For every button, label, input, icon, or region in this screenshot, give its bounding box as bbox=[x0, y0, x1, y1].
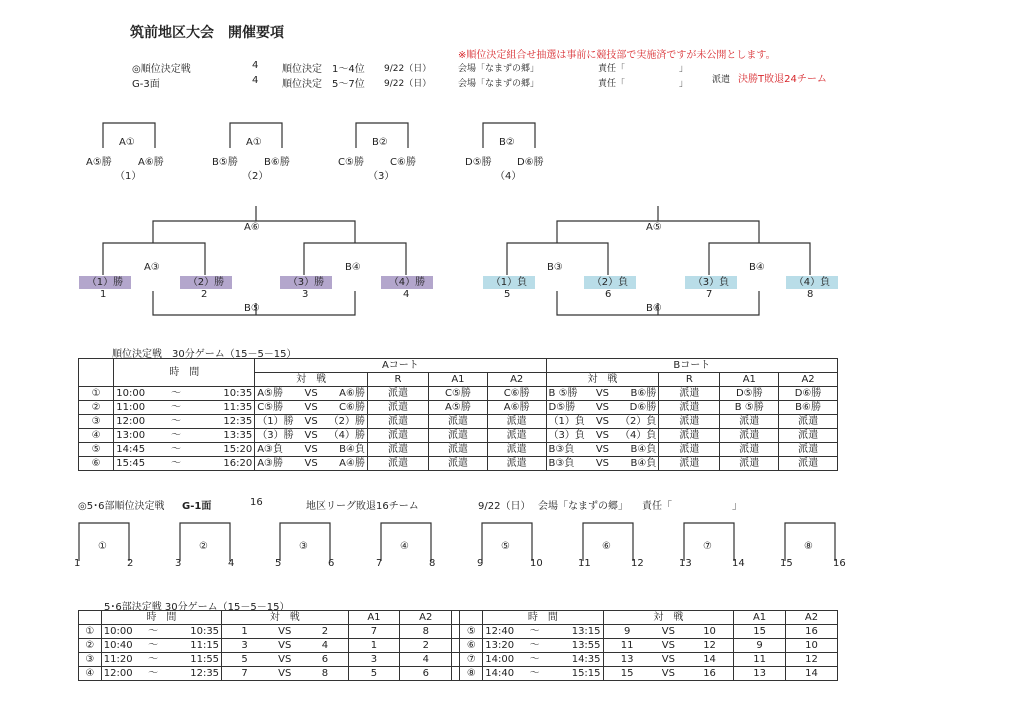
court-a-a1: 派遣 bbox=[429, 429, 488, 443]
event-desc-2: 順位決定 5～7位 bbox=[282, 79, 365, 90]
table1-row bbox=[79, 415, 838, 429]
right-bracket-semi-right: B④ bbox=[749, 262, 765, 273]
row-number: ① bbox=[79, 625, 102, 639]
court-a-team-2: A④勝 bbox=[325, 457, 367, 471]
small-bracket-2-num: （2） bbox=[242, 171, 269, 182]
court-a-a2: A⑥勝 bbox=[487, 401, 546, 415]
row-number: ⑥ bbox=[79, 457, 114, 471]
pair-right-seed: 6 bbox=[328, 558, 335, 569]
section2-name: ◎5･6部順位決定戦 bbox=[78, 501, 165, 512]
row-number: ⑤ bbox=[79, 443, 114, 457]
table1-row bbox=[79, 429, 838, 443]
start-time-2: 14:40 bbox=[483, 667, 522, 681]
table2-row bbox=[79, 639, 838, 653]
table2-caption: 5･6部決定戦 30分ゲーム（15－5－15） bbox=[104, 602, 290, 613]
court-a-a1: 派遣 bbox=[429, 457, 488, 471]
pair-left-seed: 7 bbox=[376, 558, 383, 569]
right-entry-1: （1）負 bbox=[483, 276, 535, 289]
small-bracket-2-right: B⑥勝 bbox=[264, 157, 290, 168]
court-a-team-1: （1）勝 bbox=[255, 415, 297, 429]
schedule-table-1 bbox=[78, 358, 838, 471]
referee-a1-2: 13 bbox=[734, 667, 786, 681]
team-right: 2 bbox=[302, 625, 348, 639]
table1-row bbox=[79, 457, 838, 471]
table2-a2-header: A2 bbox=[400, 611, 452, 625]
court-b-referee: 派遣 bbox=[659, 457, 720, 471]
small-bracket-1-left: A⑤勝 bbox=[86, 157, 112, 168]
left-entry-2: （2）勝 bbox=[180, 276, 232, 289]
right-entry-1-num: 5 bbox=[504, 289, 511, 300]
vs-label: VS bbox=[267, 639, 302, 653]
court-b-team-2: D⑥勝 bbox=[617, 401, 659, 415]
table1-r-header-a: R bbox=[367, 373, 428, 387]
table1-r-header-b: R bbox=[659, 373, 720, 387]
right-bracket-third: B⑥ bbox=[646, 303, 662, 314]
event-date-2: 9/22（日） bbox=[384, 79, 432, 89]
left-entry-3-num: 3 bbox=[302, 289, 309, 300]
vs-label-2: VS bbox=[651, 639, 686, 653]
table1-a2-header-b: A2 bbox=[779, 373, 838, 387]
section2-count: 16 bbox=[250, 497, 263, 508]
left-entry-1: （1）勝 bbox=[79, 276, 131, 289]
small-bracket-2-left: B⑤勝 bbox=[212, 157, 238, 168]
court-b-referee: 派遣 bbox=[659, 387, 720, 401]
court-a-team-2: A⑥勝 bbox=[325, 387, 367, 401]
end-time: 12:35 bbox=[166, 667, 222, 681]
referee-a1-2: 15 bbox=[734, 625, 786, 639]
row-number-2: ⑧ bbox=[460, 667, 483, 681]
row-number-2: ⑦ bbox=[460, 653, 483, 667]
table1-row bbox=[79, 443, 838, 457]
small-bracket-4-left: D⑤勝 bbox=[465, 157, 492, 168]
left-bracket-semi-right: B④ bbox=[345, 262, 361, 273]
small-bracket-4-match: B② bbox=[499, 137, 515, 148]
table1-a1-header-b: A1 bbox=[720, 373, 779, 387]
end-time: 12:35 bbox=[191, 415, 254, 429]
pair-number: ⑦ bbox=[703, 541, 712, 552]
court-a-a2: 派遣 bbox=[487, 429, 546, 443]
court-b-referee: 派遣 bbox=[659, 429, 720, 443]
table1-row bbox=[79, 387, 838, 401]
schedule-table-2 bbox=[78, 610, 838, 681]
right-entry-4-num: 8 bbox=[807, 289, 814, 300]
time-separator-2: ～ bbox=[522, 625, 547, 639]
small-bracket-1-right: A⑥勝 bbox=[138, 157, 164, 168]
end-time: 16:20 bbox=[191, 457, 254, 471]
team-left: 5 bbox=[222, 653, 268, 667]
court-a-a2: 派遣 bbox=[487, 443, 546, 457]
court-a-a2: 派遣 bbox=[487, 415, 546, 429]
team-left-2: 9 bbox=[603, 625, 651, 639]
red-note-2: 決勝T敗退24チーム bbox=[738, 74, 827, 85]
time-separator-2: ～ bbox=[522, 639, 547, 653]
start-time: 10:40 bbox=[101, 639, 140, 653]
court-b-a2: 派遣 bbox=[779, 415, 838, 429]
court-b-vs: VS bbox=[588, 429, 616, 443]
court-a-team-1: （3）勝 bbox=[255, 429, 297, 443]
event-date: 9/22（日） bbox=[384, 64, 432, 74]
court-b-team-1: （1）負 bbox=[546, 415, 588, 429]
table2-a1-header-2: A1 bbox=[734, 611, 786, 625]
referee-a1: 7 bbox=[348, 625, 400, 639]
small-bracket-2-match: A① bbox=[246, 137, 262, 148]
start-time: 14:45 bbox=[114, 443, 161, 457]
right-entry-4: （4）負 bbox=[786, 276, 838, 289]
table2-row bbox=[79, 667, 838, 681]
start-time: 10:00 bbox=[114, 387, 161, 401]
red-note: ※順位決定組合せ抽選は事前に競技部で実施済ですが未公開とします。 bbox=[458, 50, 776, 61]
time-separator: ～ bbox=[161, 415, 192, 429]
team-right-2: 10 bbox=[686, 625, 734, 639]
pair-left-seed: 3 bbox=[175, 558, 182, 569]
referee-a2: 2 bbox=[400, 639, 452, 653]
court-b-a2: 派遣 bbox=[779, 429, 838, 443]
court-a-vs: VS bbox=[297, 387, 325, 401]
pair-left-seed: 11 bbox=[578, 558, 591, 569]
court-b-team-1: B ⑤勝 bbox=[546, 387, 588, 401]
court-b-referee: 派遣 bbox=[659, 401, 720, 415]
table2-header-row bbox=[79, 611, 838, 625]
table1-caption: 順位決定戦 30分ゲーム（15－5－15） bbox=[112, 349, 297, 360]
table2-match-header: 対 戦 bbox=[222, 611, 348, 625]
court-b-a1: 派遣 bbox=[720, 429, 779, 443]
time-separator: ～ bbox=[141, 653, 166, 667]
pair-right-seed: 2 bbox=[127, 558, 134, 569]
left-bracket-semi-left: A③ bbox=[144, 262, 160, 273]
end-time: 13:35 bbox=[191, 429, 254, 443]
start-time: 15:45 bbox=[114, 457, 161, 471]
time-separator: ～ bbox=[161, 443, 192, 457]
court-a-a1: A⑤勝 bbox=[429, 401, 488, 415]
court-a-vs: VS bbox=[297, 457, 325, 471]
small-bracket-3-match: B② bbox=[372, 137, 388, 148]
team-right-2: 14 bbox=[686, 653, 734, 667]
section2-responsible: 責任「 」 bbox=[642, 501, 742, 512]
team-count: 4 bbox=[252, 60, 259, 71]
pair-number: ⑥ bbox=[602, 541, 611, 552]
small-bracket-1-match: A① bbox=[119, 137, 135, 148]
court-b-a1: 派遣 bbox=[720, 457, 779, 471]
court-b-a2: D⑥勝 bbox=[779, 387, 838, 401]
court-a-referee: 派遣 bbox=[367, 443, 428, 457]
team-right-2: 16 bbox=[686, 667, 734, 681]
table1-a2-header-a: A2 bbox=[487, 373, 546, 387]
court-a-team-1: A⑤勝 bbox=[255, 387, 297, 401]
pair-left-seed: 13 bbox=[679, 558, 692, 569]
court-a-team-2: （4）勝 bbox=[325, 429, 367, 443]
court-a-team-1: C⑤勝 bbox=[255, 401, 297, 415]
court-a-referee: 派遣 bbox=[367, 457, 428, 471]
table1-court-b: Bコート bbox=[546, 359, 837, 373]
referee-a1-2: 11 bbox=[734, 653, 786, 667]
end-time-2: 15:15 bbox=[547, 667, 603, 681]
left-entry-2-num: 2 bbox=[201, 289, 208, 300]
court-b-team-1: （3）負 bbox=[546, 429, 588, 443]
court-b-referee: 派遣 bbox=[659, 415, 720, 429]
court-a-referee: 派遣 bbox=[367, 387, 428, 401]
referee-a1: 5 bbox=[348, 667, 400, 681]
time-separator: ～ bbox=[161, 429, 192, 443]
time-separator: ～ bbox=[161, 387, 192, 401]
row-number: ② bbox=[79, 639, 102, 653]
court-b-team-2: （4）負 bbox=[617, 429, 659, 443]
pair-number: ① bbox=[98, 541, 107, 552]
event-responsible-2: 責任「 」 bbox=[598, 79, 689, 89]
table1-time-header: 時 間 bbox=[114, 359, 255, 387]
small-bracket-3-num: （3） bbox=[368, 171, 395, 182]
table2-time-header-2: 時 間 bbox=[483, 611, 603, 625]
table2-row bbox=[79, 625, 838, 639]
court-b-vs: VS bbox=[588, 457, 616, 471]
court-a-a2: 派遣 bbox=[487, 457, 546, 471]
small-bracket-4-num: （4） bbox=[495, 171, 522, 182]
end-time-2: 14:35 bbox=[547, 653, 603, 667]
team-right-2: 12 bbox=[686, 639, 734, 653]
team-left: 3 bbox=[222, 639, 268, 653]
table2-time-header: 時 間 bbox=[101, 611, 221, 625]
referee-a2: 8 bbox=[400, 625, 452, 639]
pair-right-seed: 12 bbox=[631, 558, 644, 569]
pair-number: ⑤ bbox=[501, 541, 510, 552]
table1-match-header-a: 対 戦 bbox=[255, 373, 368, 387]
pair-right-seed: 8 bbox=[429, 558, 436, 569]
court-b-team-2: B④負 bbox=[617, 443, 659, 457]
row-number: ④ bbox=[79, 667, 102, 681]
court-a-vs: VS bbox=[297, 415, 325, 429]
vs-label-2: VS bbox=[651, 625, 686, 639]
end-time: 10:35 bbox=[166, 625, 222, 639]
table2-row bbox=[79, 653, 838, 667]
pair-number: ② bbox=[199, 541, 208, 552]
court-a-a1: C⑤勝 bbox=[429, 387, 488, 401]
court-b-a1: B ⑤勝 bbox=[720, 401, 779, 415]
table2-match-header-2: 対 戦 bbox=[603, 611, 734, 625]
team-left: 1 bbox=[222, 625, 268, 639]
court-a-team-2: B④負 bbox=[325, 443, 367, 457]
table1-header-row bbox=[79, 359, 838, 373]
left-entry-4-num: 4 bbox=[403, 289, 410, 300]
referee-a1: 1 bbox=[348, 639, 400, 653]
time-separator: ～ bbox=[161, 401, 192, 415]
team-right: 6 bbox=[302, 653, 348, 667]
section2-venue: 会場「なまずの郷」 bbox=[538, 501, 628, 512]
pair-left-seed: 15 bbox=[780, 558, 793, 569]
court-b-team-1: B③負 bbox=[546, 457, 588, 471]
right-entry-2-num: 6 bbox=[605, 289, 612, 300]
referee-a2-2: 12 bbox=[786, 653, 838, 667]
court-a-team-1: A③負 bbox=[255, 443, 297, 457]
event-name: ◎順位決定戦 bbox=[132, 64, 191, 75]
referee-a2-2: 10 bbox=[786, 639, 838, 653]
row-number-2: ⑤ bbox=[460, 625, 483, 639]
court-a-team-2: C⑥勝 bbox=[325, 401, 367, 415]
team-right: 4 bbox=[302, 639, 348, 653]
left-bracket-final: A⑥ bbox=[244, 222, 260, 233]
small-bracket-1-num: （1） bbox=[115, 171, 142, 182]
left-entry-3: （3）勝 bbox=[280, 276, 332, 289]
table1-court-a: Aコート bbox=[255, 359, 546, 373]
page-title: 筑前地区大会 開催要項 bbox=[130, 25, 284, 41]
section2-court: G-1面 bbox=[182, 501, 212, 512]
vs-label-2: VS bbox=[651, 667, 686, 681]
team-count-2: 4 bbox=[252, 75, 259, 86]
pair-number: ⑧ bbox=[804, 541, 813, 552]
court-a-a2: C⑥勝 bbox=[487, 387, 546, 401]
row-number: ④ bbox=[79, 429, 114, 443]
event-desc: 順位決定 1～4位 bbox=[282, 64, 365, 75]
vs-label: VS bbox=[267, 653, 302, 667]
end-time: 11:55 bbox=[166, 653, 222, 667]
pair-number: ③ bbox=[299, 541, 308, 552]
start-time: 11:20 bbox=[101, 653, 140, 667]
start-time: 12:00 bbox=[101, 667, 140, 681]
court-a-team-2: （2）勝 bbox=[325, 415, 367, 429]
court-a-vs: VS bbox=[297, 429, 325, 443]
left-bracket-third: B⑤ bbox=[244, 303, 260, 314]
referee-a2-2: 14 bbox=[786, 667, 838, 681]
left-entry-1-num: 1 bbox=[100, 289, 107, 300]
table1-match-header-b: 対 戦 bbox=[546, 373, 659, 387]
start-time: 11:00 bbox=[114, 401, 161, 415]
event-venue-2: 会場「なまずの郷」 bbox=[458, 79, 540, 89]
court-b-team-1: D⑤勝 bbox=[546, 401, 588, 415]
time-separator: ～ bbox=[161, 457, 192, 471]
section2-desc: 地区リーグ敗退16チーム bbox=[306, 501, 419, 512]
team-left-2: 15 bbox=[603, 667, 651, 681]
vs-label: VS bbox=[267, 625, 302, 639]
row-number: ① bbox=[79, 387, 114, 401]
court-b-a1: 派遣 bbox=[720, 443, 779, 457]
referee-a1: 3 bbox=[348, 653, 400, 667]
start-time-2: 14:00 bbox=[483, 653, 522, 667]
court-b-a2: B⑥勝 bbox=[779, 401, 838, 415]
left-entry-4: （4）勝 bbox=[381, 276, 433, 289]
start-time: 13:00 bbox=[114, 429, 161, 443]
table1-row bbox=[79, 401, 838, 415]
court-a-referee: 派遣 bbox=[367, 401, 428, 415]
court-b-a1: D⑤勝 bbox=[720, 387, 779, 401]
court-a-team-1: A③勝 bbox=[255, 457, 297, 471]
start-time: 12:00 bbox=[114, 415, 161, 429]
time-separator: ～ bbox=[141, 667, 166, 681]
court-b-team-2: B⑥勝 bbox=[617, 387, 659, 401]
court-b-team-2: （2）負 bbox=[617, 415, 659, 429]
referee-a1-2: 9 bbox=[734, 639, 786, 653]
event-responsible: 責任「 」 bbox=[598, 64, 689, 74]
small-bracket-4-right: D⑥勝 bbox=[517, 157, 544, 168]
team-right: 8 bbox=[302, 667, 348, 681]
court-a-a1: 派遣 bbox=[429, 443, 488, 457]
pair-right-seed: 14 bbox=[732, 558, 745, 569]
section2-date: 9/22（日） bbox=[478, 501, 531, 512]
dispatch-label: 派遣 bbox=[712, 75, 731, 85]
court-b-vs: VS bbox=[588, 443, 616, 457]
court-b-team-1: B③負 bbox=[546, 443, 588, 457]
team-left: 7 bbox=[222, 667, 268, 681]
small-bracket-3-left: C⑤勝 bbox=[338, 157, 364, 168]
pair-left-seed: 5 bbox=[275, 558, 282, 569]
time-separator-2: ～ bbox=[522, 653, 547, 667]
event-venue: 会場「なまずの郷」 bbox=[458, 64, 540, 74]
start-time-2: 13:20 bbox=[483, 639, 522, 653]
court-b-vs: VS bbox=[588, 401, 616, 415]
table2-a1-header: A1 bbox=[348, 611, 400, 625]
right-bracket-semi-left: B③ bbox=[547, 262, 563, 273]
court-b-vs: VS bbox=[588, 387, 616, 401]
start-time-2: 12:40 bbox=[483, 625, 522, 639]
row-number: ③ bbox=[79, 653, 102, 667]
time-separator: ～ bbox=[141, 639, 166, 653]
court-a-referee: 派遣 bbox=[367, 415, 428, 429]
end-time: 15:20 bbox=[191, 443, 254, 457]
end-time: 11:35 bbox=[191, 401, 254, 415]
pair-number: ④ bbox=[400, 541, 409, 552]
court-a-vs: VS bbox=[297, 443, 325, 457]
court-b-a2: 派遣 bbox=[779, 443, 838, 457]
team-left-2: 11 bbox=[603, 639, 651, 653]
row-number-2: ⑥ bbox=[460, 639, 483, 653]
table2-a2-header-2: A2 bbox=[786, 611, 838, 625]
team-left-2: 13 bbox=[603, 653, 651, 667]
court-a-referee: 派遣 bbox=[367, 429, 428, 443]
right-entry-3: （3）負 bbox=[685, 276, 737, 289]
end-time-2: 13:15 bbox=[547, 625, 603, 639]
end-time: 10:35 bbox=[191, 387, 254, 401]
pair-left-seed: 1 bbox=[74, 558, 81, 569]
right-entry-3-num: 7 bbox=[706, 289, 713, 300]
pair-right-seed: 4 bbox=[228, 558, 235, 569]
vs-label-2: VS bbox=[651, 653, 686, 667]
court-a-vs: VS bbox=[297, 401, 325, 415]
court-b-team-2: B④負 bbox=[617, 457, 659, 471]
referee-a2-2: 16 bbox=[786, 625, 838, 639]
pair-right-seed: 16 bbox=[833, 558, 846, 569]
end-time: 11:15 bbox=[166, 639, 222, 653]
end-time-2: 13:55 bbox=[547, 639, 603, 653]
small-bracket-3-right: C⑥勝 bbox=[390, 157, 416, 168]
court-b-vs: VS bbox=[588, 415, 616, 429]
pair-right-seed: 10 bbox=[530, 558, 543, 569]
pair-left-seed: 9 bbox=[477, 558, 484, 569]
referee-a2: 4 bbox=[400, 653, 452, 667]
referee-a2: 6 bbox=[400, 667, 452, 681]
time-separator-2: ～ bbox=[522, 667, 547, 681]
vs-label: VS bbox=[267, 667, 302, 681]
row-number: ② bbox=[79, 401, 114, 415]
time-separator: ～ bbox=[141, 625, 166, 639]
row-number: ③ bbox=[79, 415, 114, 429]
court-b-referee: 派遣 bbox=[659, 443, 720, 457]
court-name: G-3面 bbox=[132, 79, 160, 90]
court-b-a1: 派遣 bbox=[720, 415, 779, 429]
right-bracket-final: A⑤ bbox=[646, 222, 662, 233]
table1-a1-header-a: A1 bbox=[429, 373, 488, 387]
right-entry-2: （2）負 bbox=[584, 276, 636, 289]
start-time: 10:00 bbox=[101, 625, 140, 639]
court-b-a2: 派遣 bbox=[779, 457, 838, 471]
court-a-a1: 派遣 bbox=[429, 415, 488, 429]
